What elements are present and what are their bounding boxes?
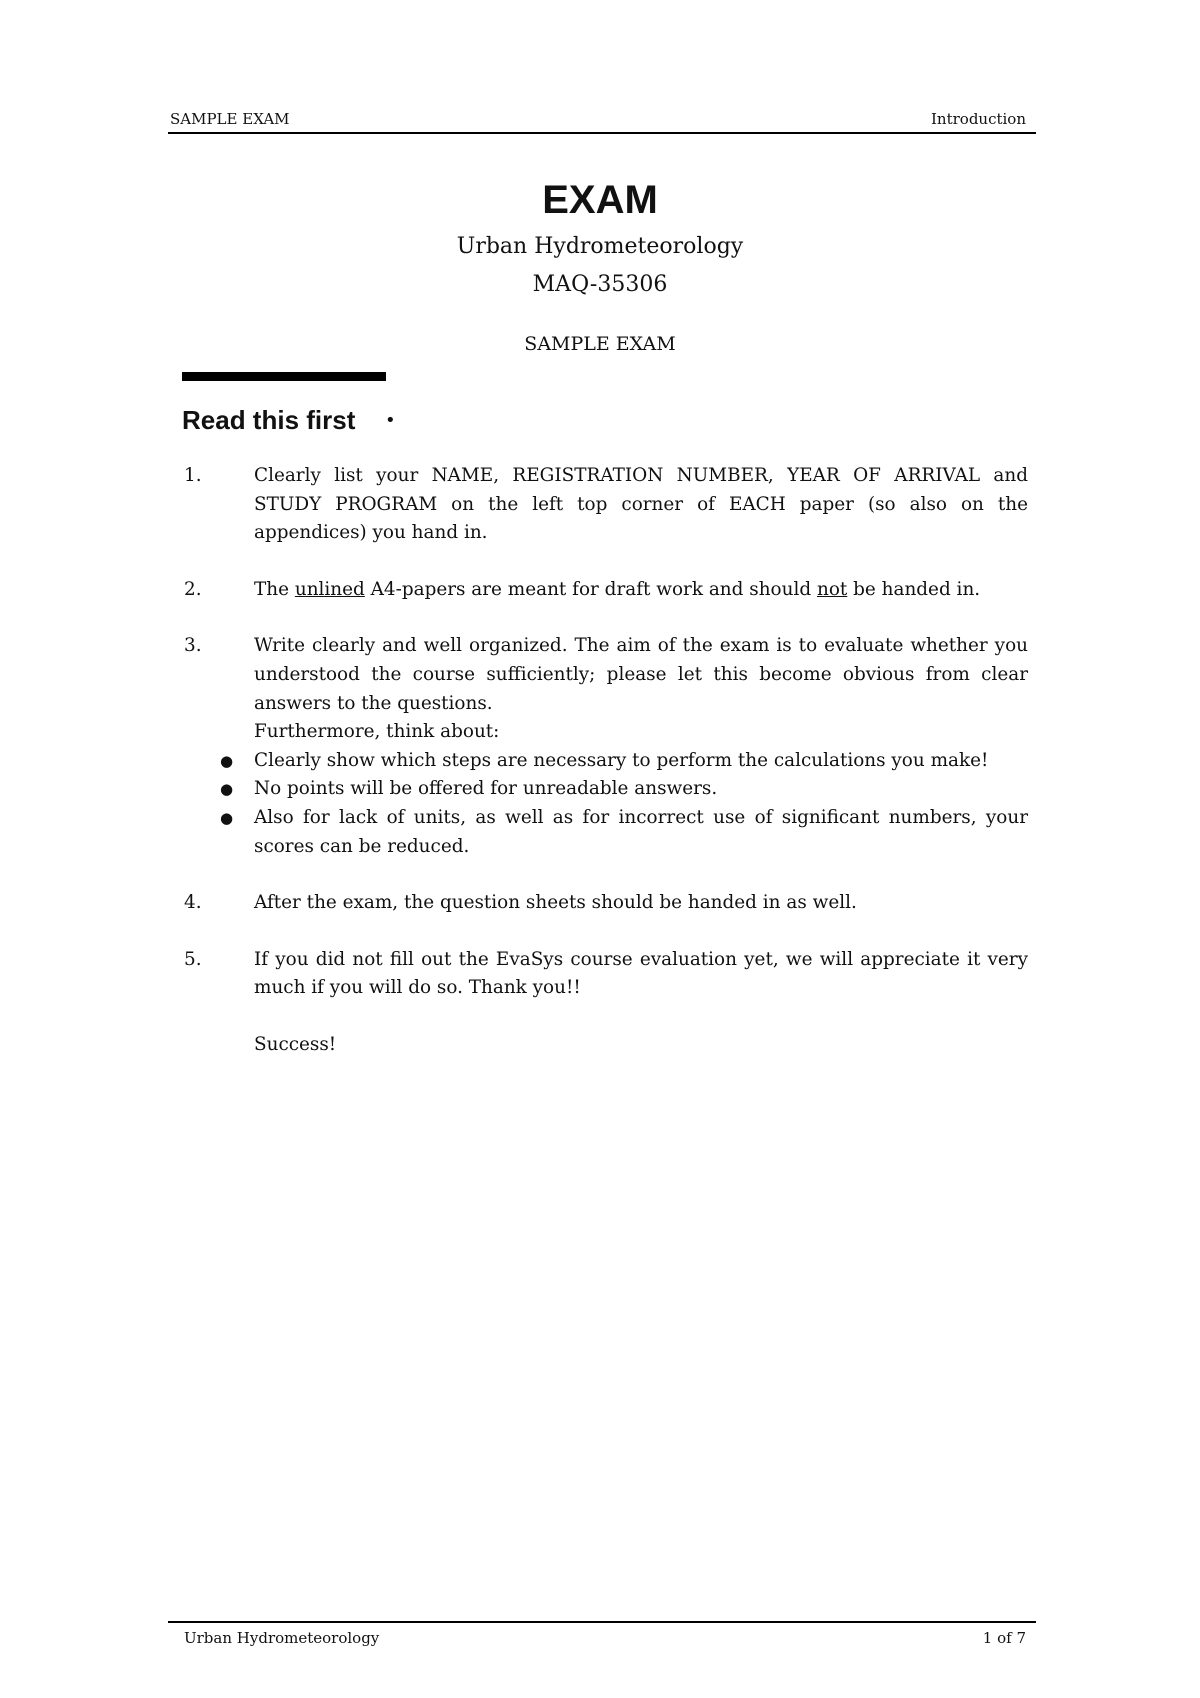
item-text: The unlined A4-papers are meant for draft work and should not be handed in.	[254, 578, 981, 600]
instruction-item-5	[182, 946, 1028, 1060]
bullet-icon: ●	[220, 780, 234, 799]
sub-bullet-list	[220, 747, 1028, 861]
page-footer	[168, 1621, 1036, 1647]
item-number: 5.	[184, 948, 202, 970]
instruction-item-1	[182, 462, 1028, 548]
sub-bullet: ● No points will be offered for unreadable answers.	[254, 775, 1028, 804]
footer-left: Urban Hydrometeorology	[184, 1629, 380, 1647]
underlined-word: unlined	[294, 578, 365, 600]
item-number: 4.	[184, 892, 202, 914]
item-followup: Furthermore, think about:	[254, 721, 500, 743]
course-name: Urban Hydrometeorology	[456, 234, 744, 259]
sub-bullet: ● Clearly show which steps are necessary to perform the calculations you make!	[254, 747, 1028, 776]
section-heading: Read this first	[182, 405, 356, 435]
page-number: 1 of 7	[982, 1629, 1026, 1647]
item-number: 3.	[184, 635, 202, 657]
exam-title: EXAM	[542, 178, 658, 222]
heading-bullet-icon: •	[385, 410, 396, 431]
bullet-icon: ●	[220, 808, 234, 827]
course-code: MAQ-35306	[532, 272, 668, 297]
instruction-item-2	[182, 576, 1028, 605]
page-header	[168, 110, 1036, 134]
item-number: 1.	[184, 465, 202, 486]
item-text: If you did not fill out the EvaSys course evaluation yet, we will appreciate it very much if you will do so. Thank you!!	[254, 948, 1028, 999]
exam-subtitle: SAMPLE EXAM	[524, 333, 676, 355]
item-number: 2.	[184, 578, 202, 600]
closing-text: Success!	[254, 1033, 337, 1055]
item-text: Write clearly and well organized. The aim of the exam is to evaluate whether you understood the course sufficiently; please let this become obvious from clear answers to the questions.	[254, 635, 1028, 714]
header-left: SAMPLE EXAM	[170, 110, 290, 128]
sub-bullet: ● Also for lack of units, as well as for incorrect use of significant numbers, your scores can be reduced.	[254, 804, 1028, 861]
instruction-item-4	[182, 889, 1028, 918]
instruction-item-3	[182, 632, 1028, 861]
header-right: Introduction	[931, 110, 1026, 128]
item-text: After the exam, the question sheets should be handed in as well.	[254, 892, 857, 914]
section-rule	[182, 372, 386, 381]
bullet-icon: ●	[220, 751, 234, 770]
underlined-word: not	[816, 578, 848, 600]
instruction-list	[182, 462, 1028, 1088]
item-text: Clearly list your NAME, REGISTRATION NUMBER, YEAR OF ARRIVAL and STUDY PROGRAM on the left top corner of EACH paper (so also on the appendices) you hand in.	[254, 465, 1028, 544]
